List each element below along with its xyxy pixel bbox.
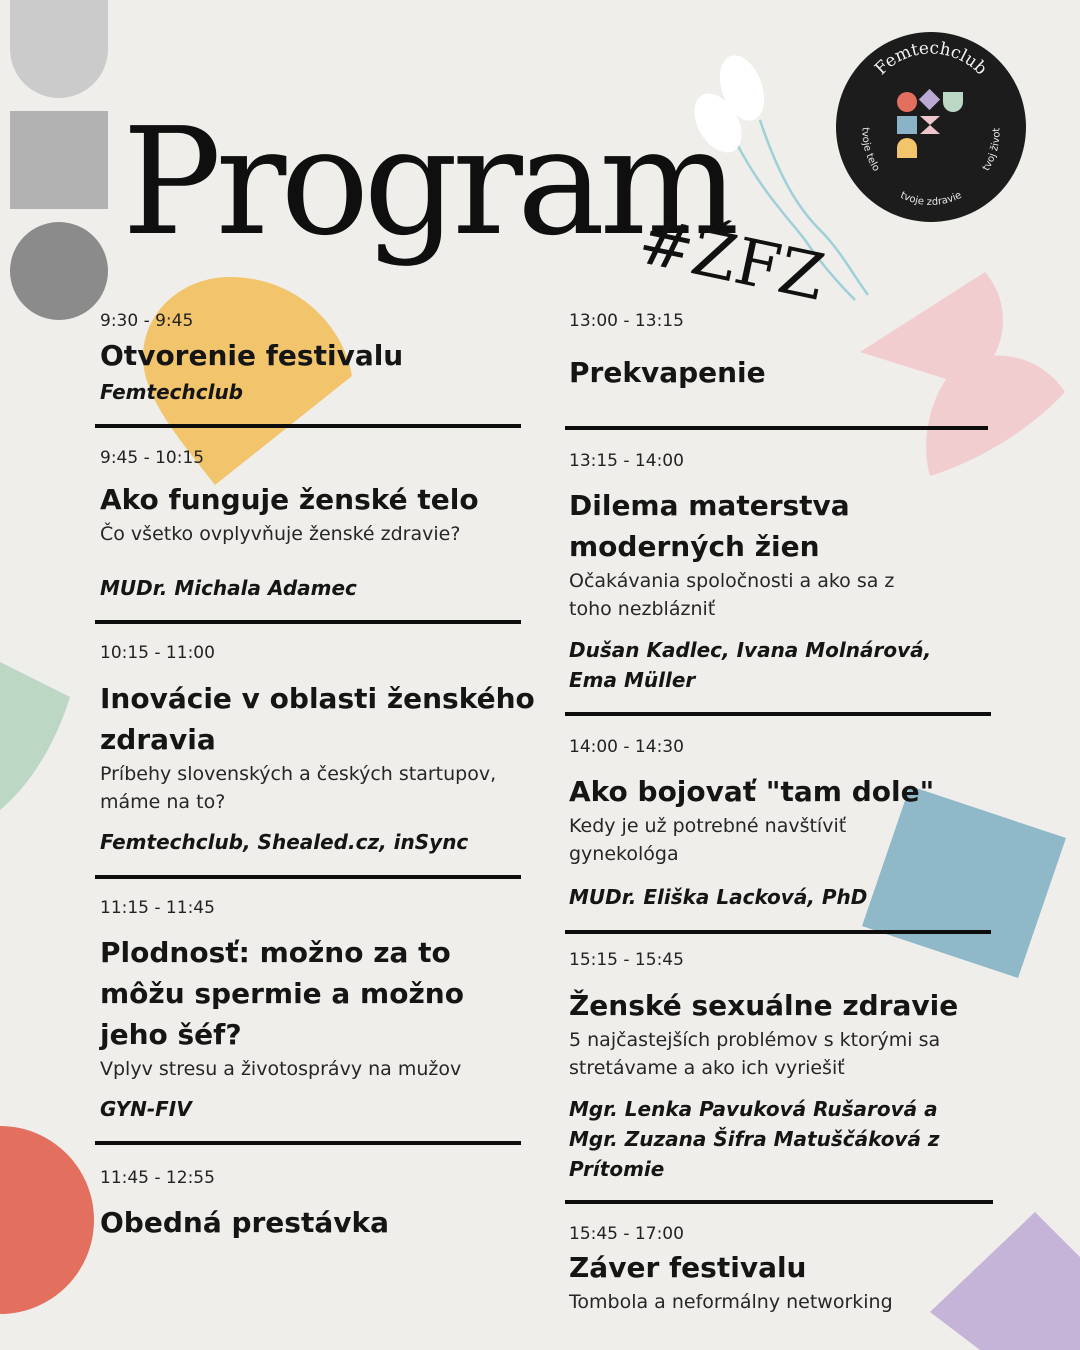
logo-ring-right: tvoj život: [980, 127, 1003, 174]
divider: [565, 930, 991, 934]
session-subtitle: Kedy je už potrebné navštíviť gynekológa: [569, 815, 847, 865]
session-time: 13:00 - 13:15: [569, 311, 684, 331]
session-time: 14:00 - 14:30: [569, 737, 684, 757]
session-subtitle: Príbehy slovenských a českých startupov, máme na to?: [100, 763, 497, 813]
session-title: Dilema materstva moderných žien: [569, 489, 850, 563]
session-title: Plodnosť: možno za to môžu spermie a možno jeho šéf?: [100, 936, 464, 1051]
session-time: 13:15 - 14:00: [569, 451, 684, 471]
session-speaker: Mgr. Lenka Pavuková Rušarová a Mgr. Zuzana Šifra Matuščáková z Prítomie: [569, 1097, 940, 1181]
session-subtitle: Tombola a neformálny networking: [569, 1291, 893, 1313]
svg-text:tvoj život: [981, 128, 1003, 174]
session-speaker: GYN-FIV: [100, 1097, 192, 1121]
session-time: 15:45 - 17:00: [569, 1224, 684, 1244]
session-subtitle: Vplyv stresu a životosprávy na mužov: [100, 1058, 462, 1080]
divider: [565, 712, 991, 716]
session-time: 10:15 - 11:00: [100, 643, 215, 663]
session-speaker: MUDr. Michala Adamec: [100, 576, 357, 600]
session-speaker: Femtechclub: [100, 380, 243, 404]
session-time: 9:45 - 10:15: [100, 448, 205, 468]
session-time: 9:30 - 9:45: [100, 311, 194, 331]
session-speaker: Dušan Kadlec, Ivana Molnárová, Ema Müller: [569, 638, 932, 692]
session-title: Otvorenie festivalu: [100, 339, 404, 372]
session-title: Ako bojovať "tam dole": [569, 775, 935, 808]
session-title: Obedná prestávka: [100, 1206, 390, 1239]
svg-text:tvoje zdravie: [898, 190, 963, 208]
session-subtitle: 5 najčastejších problémov s ktorými sa stretávame a ako ich vyriešiť: [569, 1029, 941, 1079]
session-title: Inovácie v oblasti ženského zdravia: [100, 682, 535, 756]
session-subtitle: Čo všetko ovplyvňuje ženské zdravie?: [100, 523, 461, 545]
hashtag-label: #ŽFZ: [632, 204, 831, 316]
session-time: 11:45 - 12:55: [100, 1168, 215, 1188]
page-title: Program: [122, 96, 734, 268]
svg-text:tvoje telo: [859, 127, 881, 174]
divider: [95, 620, 521, 624]
logo-ring-bottom: tvoje zdravie: [898, 189, 964, 208]
session-subtitle: Očakávania spoločnosti a ako sa z toho nezblázniť: [569, 570, 895, 620]
session-speaker: MUDr. Eliška Lacková, PhD: [569, 885, 868, 909]
session-title: Prekvapenie: [569, 356, 766, 389]
divider: [95, 424, 521, 428]
session-time: 11:15 - 11:45: [100, 898, 215, 918]
femtechclub-logo: [836, 32, 1026, 222]
session-title: Ako funguje ženské telo: [100, 483, 479, 516]
session-speaker: Femtechclub, Shealed.cz, inSync: [100, 830, 469, 854]
session-time: 15:15 - 15:45: [569, 950, 684, 970]
divider: [565, 426, 988, 430]
session-title: Záver festivalu: [569, 1251, 807, 1284]
divider: [95, 875, 521, 879]
svg-text:Femtechclub: [871, 38, 991, 79]
divider: [565, 1200, 993, 1204]
logo-ring-left: tvoje telo: [859, 127, 882, 174]
session-title: Ženské sexuálne zdravie: [569, 989, 959, 1022]
logo-brand-text: Femtechclub: [871, 38, 991, 80]
divider: [95, 1141, 521, 1145]
logo-mark-icon: [897, 89, 963, 158]
